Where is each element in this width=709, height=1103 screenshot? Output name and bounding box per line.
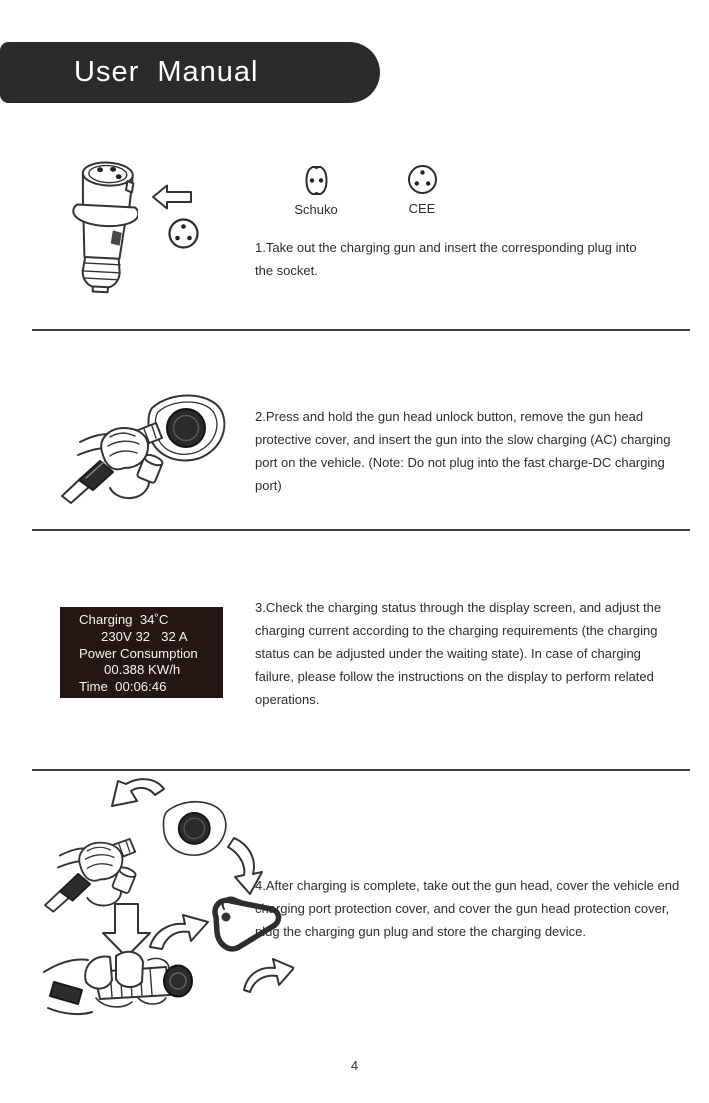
display-line: Time 00:06:46 bbox=[79, 679, 167, 695]
page-number: 4 bbox=[350, 1058, 359, 1073]
cee-legend bbox=[387, 164, 457, 216]
schuko-legend bbox=[281, 165, 351, 217]
text-line: operations. bbox=[255, 692, 320, 707]
section-divider bbox=[32, 329, 690, 331]
text-line: port) bbox=[255, 478, 282, 493]
cee-label: CEE bbox=[408, 201, 436, 216]
display-line: Power Consumption bbox=[79, 645, 198, 661]
display-line: 00.388 KW/h bbox=[104, 662, 181, 678]
text-line: 2.Press and hold the gun head unlock button, remove the gun head bbox=[255, 409, 644, 424]
title-bar bbox=[0, 42, 380, 103]
display-screen bbox=[60, 607, 223, 698]
text-line: plug the charging gun plug and store the charging device. bbox=[255, 924, 587, 939]
step-2-text bbox=[255, 405, 671, 497]
section-divider bbox=[32, 529, 690, 531]
step-4-text bbox=[255, 874, 679, 943]
text-line: the socket. bbox=[255, 263, 318, 278]
text-line: status can be adjusted under the waiting state). In case of charging bbox=[255, 646, 641, 661]
schuko-label: Schuko bbox=[294, 202, 338, 217]
left-arrow-icon bbox=[151, 184, 193, 211]
step-3-text bbox=[255, 596, 661, 711]
schuko-socket-icon bbox=[304, 165, 329, 196]
step-1-text bbox=[255, 236, 637, 282]
cee-socket-icon bbox=[167, 217, 200, 250]
gun-insert-illustration bbox=[52, 386, 234, 506]
display-line: 230V 32 32 A bbox=[101, 628, 188, 644]
text-line: 1.Take out the charging gun and insert the corresponding plug into bbox=[255, 240, 637, 255]
section-divider bbox=[32, 769, 690, 771]
text-line: charging current according to the charging requirements (the charging bbox=[255, 623, 658, 638]
page-title: User Manual bbox=[74, 56, 259, 88]
text-line: port on the vehicle. (Note: Do not plug into the fast charge-DC charging bbox=[255, 455, 665, 470]
text-line: 4.After charging is complete, take out the gun head, cover the vehicle end bbox=[255, 878, 680, 893]
text-line: failure, please follow the instructions on the display to perform related bbox=[255, 669, 654, 684]
display-line: Charging 34˚C bbox=[79, 612, 169, 627]
text-line: 3.Check the charging status through the display screen, and adjust the bbox=[255, 600, 662, 615]
cee-plug-illustration bbox=[72, 160, 138, 296]
text-line: charging port protection cover, and cover the gun head protection cover, bbox=[255, 901, 670, 916]
text-line: protective cover, and insert the gun into the slow charging (AC) charging bbox=[255, 432, 671, 447]
cee-socket-icon bbox=[407, 164, 438, 195]
